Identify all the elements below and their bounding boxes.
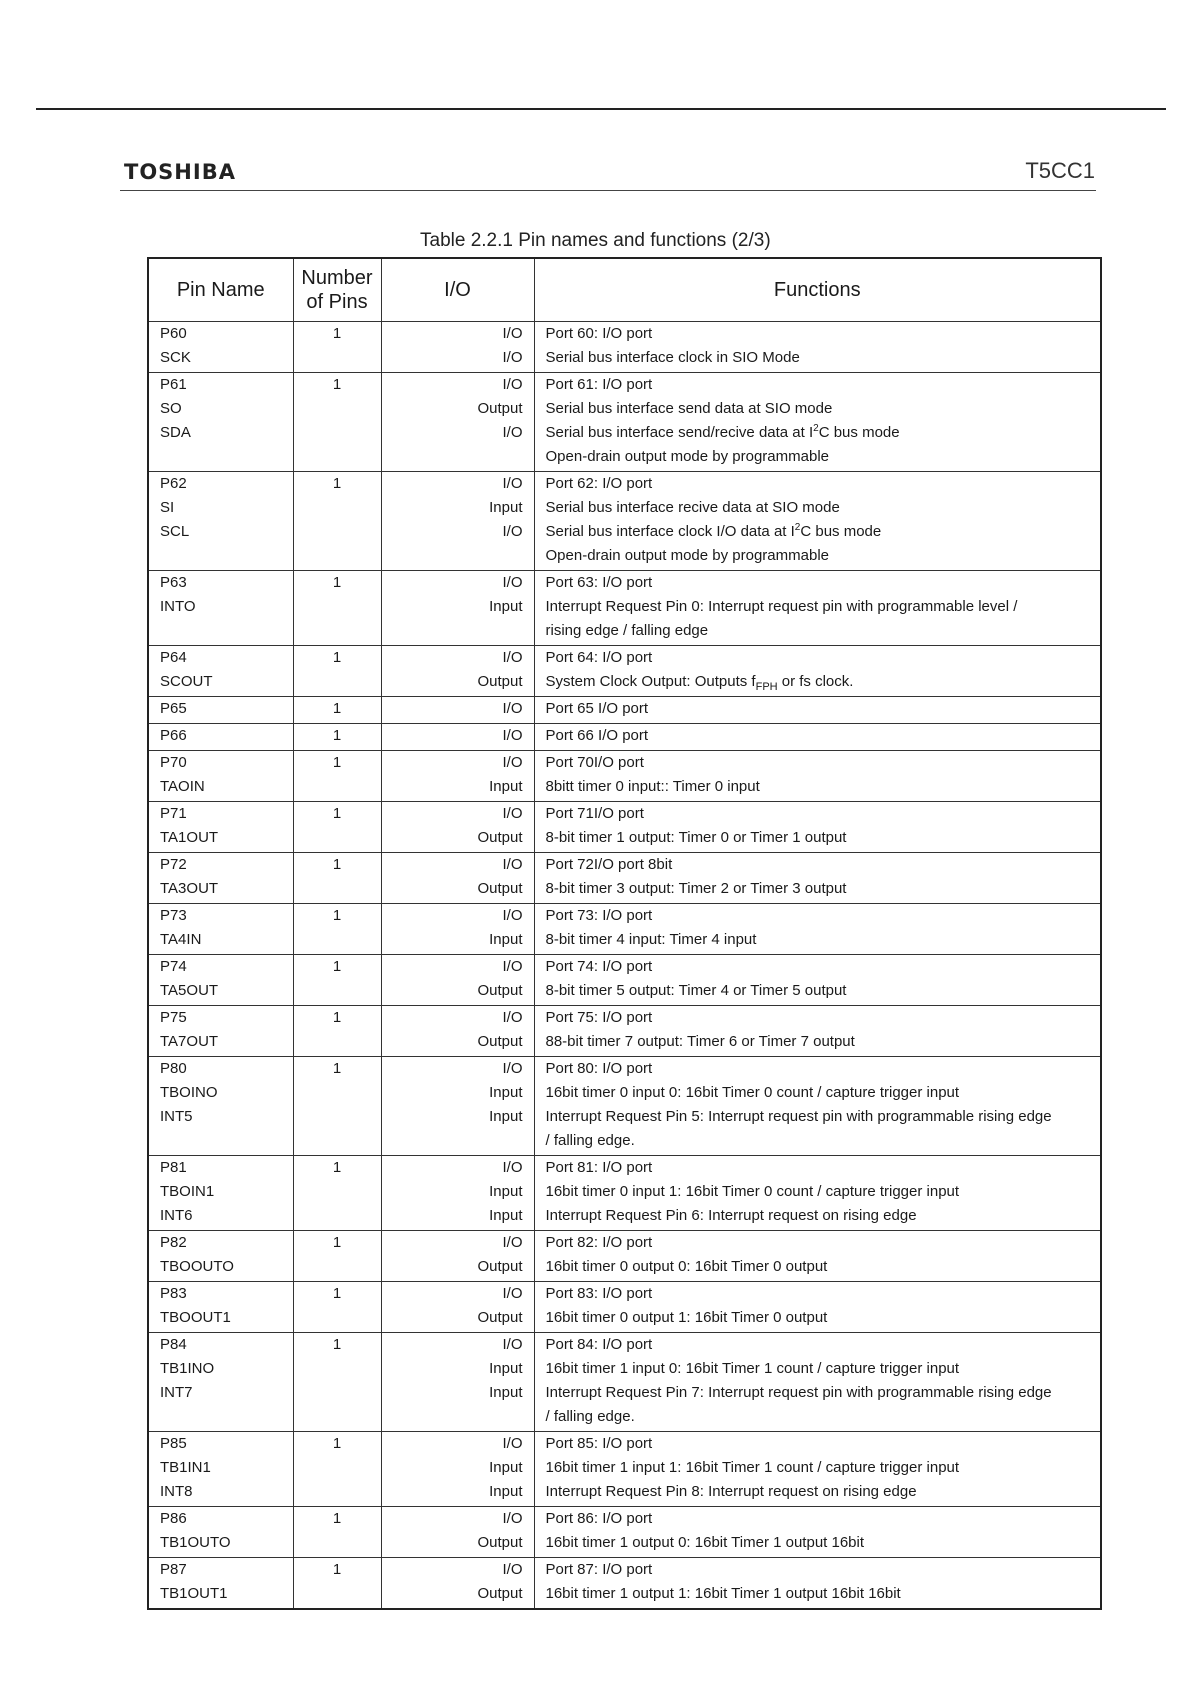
pin-name: P72 (160, 856, 187, 873)
function-text: Port 84: I/O port (545, 1336, 653, 1353)
pin-count-cell (293, 1156, 381, 1231)
io-direction: Input (489, 931, 523, 948)
io-cell (381, 646, 534, 697)
table-header-row (148, 258, 1101, 322)
function-text: Port 70I/O port (545, 754, 644, 771)
function-text: 16bit timer 0 input 0: 16bit Timer 0 count / capture trigger input (545, 1084, 960, 1101)
pin-name: P62 (160, 475, 187, 492)
table-row (148, 1156, 1101, 1231)
pin-count: 1 (332, 1435, 342, 1452)
pin-name-cell (148, 904, 293, 955)
function-text: 8-bit timer 5 output: Timer 4 or Timer 5 output (545, 982, 847, 999)
pin-name: SCL (160, 523, 190, 540)
pin-name: TB1INO (160, 1360, 215, 1377)
pin-name: INT7 (160, 1384, 193, 1401)
io-cell (381, 1231, 534, 1282)
io-direction: I/O (502, 1285, 523, 1302)
pin-count-cell (293, 1333, 381, 1432)
function-cell (534, 904, 1101, 955)
function-text: Port 64: I/O port (545, 649, 653, 666)
pin-name: INT5 (160, 1108, 193, 1125)
pin-count-cell (293, 571, 381, 646)
function-text: Interrupt Request Pin 6: Interrupt request on rising edge (545, 1207, 917, 1224)
pin-count: 1 (332, 856, 342, 873)
io-cell (381, 1006, 534, 1057)
io-cell (381, 472, 534, 571)
pin-count: 1 (332, 700, 342, 717)
top-rule (36, 108, 1166, 110)
function-cell (534, 571, 1101, 646)
pin-count-cell (293, 751, 381, 802)
pin-name: P70 (160, 754, 187, 771)
io-cell (381, 955, 534, 1006)
pin-name-cell (148, 571, 293, 646)
io-direction: Input (489, 1459, 523, 1476)
function-text: 8-bit timer 1 output: Timer 0 or Timer 1 output (545, 829, 847, 846)
pin-name: SI (160, 499, 175, 516)
pin-count-cell (293, 1231, 381, 1282)
column-header-number-of-pins: Number of Pins (293, 258, 381, 322)
io-direction: Input (489, 1108, 523, 1125)
io-direction: I/O (502, 907, 523, 924)
pin-name-cell (148, 322, 293, 373)
pin-name: TBOOUTO (160, 1258, 234, 1275)
pin-name-cell (148, 646, 293, 697)
io-direction: Output (477, 1585, 523, 1602)
function-text: 88-bit timer 7 output: Timer 6 or Timer 7 output (545, 1033, 855, 1050)
table-row (148, 1006, 1101, 1057)
pin-count: 1 (332, 1336, 342, 1353)
pin-name: P87 (160, 1561, 187, 1578)
pin-name: P84 (160, 1336, 187, 1353)
pin-count: 1 (332, 958, 342, 975)
pin-name: TA7OUT (160, 1033, 219, 1050)
function-cell (534, 1333, 1101, 1432)
function-cell (534, 646, 1101, 697)
function-text: Port 82: I/O port (545, 1234, 653, 1251)
function-text: Port 87: I/O port (545, 1561, 653, 1578)
pin-name: P66 (160, 727, 187, 744)
table-row (148, 751, 1101, 802)
io-direction: Input (489, 598, 523, 615)
pin-count: 1 (332, 574, 342, 591)
pin-count-cell (293, 904, 381, 955)
io-cell (381, 724, 534, 751)
io-cell (381, 1333, 534, 1432)
column-header-pin-name: Pin Name (148, 258, 293, 322)
io-cell (381, 853, 534, 904)
pin-count: 1 (332, 1285, 342, 1302)
pin-name-cell (148, 955, 293, 1006)
pin-name: P86 (160, 1510, 187, 1527)
pin-count: 1 (332, 907, 342, 924)
pin-table-body (148, 322, 1101, 1610)
io-direction: Input (489, 1207, 523, 1224)
io-direction: I/O (502, 1435, 523, 1452)
pin-name: P83 (160, 1285, 187, 1302)
pin-count-cell (293, 1057, 381, 1156)
pin-name-cell (148, 1156, 293, 1231)
pin-name-cell (148, 1057, 293, 1156)
pin-name: TBOOUT1 (160, 1309, 231, 1326)
pin-name-cell (148, 1006, 293, 1057)
io-direction: I/O (502, 1561, 523, 1578)
pin-count: 1 (332, 1009, 342, 1026)
pin-count-cell (293, 1507, 381, 1558)
table-row (148, 802, 1101, 853)
io-cell (381, 751, 534, 802)
function-text: / falling edge. (545, 1408, 635, 1425)
function-cell (534, 1231, 1101, 1282)
table-row (148, 853, 1101, 904)
io-cell (381, 802, 534, 853)
function-text: 8bitt timer 0 input:: Timer 0 input (545, 778, 760, 795)
function-text: System Clock Output: Outputs $f_{FPH}$ or fs clock. (545, 673, 854, 693)
io-direction: Input (489, 1384, 523, 1401)
column-header-io: I/O (381, 258, 534, 322)
table-row (148, 1057, 1101, 1156)
pin-name: TA1OUT (160, 829, 219, 846)
table-row (148, 1231, 1101, 1282)
function-text: 16bit timer 1 output 1: 16bit Timer 1 output 16bit 16bit (545, 1585, 901, 1602)
function-text: Open-drain output mode by programmable (545, 547, 829, 564)
table-row (148, 1507, 1101, 1558)
function-text: Interrupt Request Pin 0: Interrupt request pin with programmable level / (545, 598, 1018, 615)
pin-name-cell (148, 697, 293, 724)
pin-name-cell (148, 472, 293, 571)
pin-count-cell (293, 646, 381, 697)
pin-name: P81 (160, 1159, 187, 1176)
table-row (148, 697, 1101, 724)
function-text: Port 71I/O port (545, 805, 644, 822)
io-cell (381, 1558, 534, 1610)
io-direction: Input (489, 778, 523, 795)
pin-name: TAOIN (160, 778, 205, 795)
function-text: Interrupt Request Pin 8: Interrupt request on rising edge (545, 1483, 917, 1500)
pin-count: 1 (332, 475, 342, 492)
function-text: Interrupt Request Pin 7: Interrupt request pin with programmable rising edge (545, 1384, 1052, 1401)
io-direction: Input (489, 1360, 523, 1377)
io-cell (381, 697, 534, 724)
function-text: Port 81: I/O port (545, 1159, 653, 1176)
function-text: Serial bus interface clock I/O data at $I^2C$ bus mode (545, 522, 882, 540)
function-cell (534, 853, 1101, 904)
function-text: Port 86: I/O port (545, 1510, 653, 1527)
function-text: Serial bus interface send data at SIO mode (545, 400, 833, 417)
io-direction: Output (477, 1258, 523, 1275)
function-text: Port 73: I/O port (545, 907, 653, 924)
pin-name: P65 (160, 700, 187, 717)
io-cell (381, 1282, 534, 1333)
pin-name: SDA (160, 424, 191, 441)
io-cell (381, 571, 534, 646)
io-direction: I/O (502, 376, 523, 393)
function-cell (534, 1432, 1101, 1507)
io-direction: Input (489, 1483, 523, 1500)
io-direction: I/O (502, 349, 523, 366)
function-cell (534, 1006, 1101, 1057)
function-text: Port 80: I/O port (545, 1060, 653, 1077)
function-text: Port 85: I/O port (545, 1435, 653, 1452)
function-cell (534, 1558, 1101, 1610)
pin-name-cell (148, 1432, 293, 1507)
function-text: Serial bus interface send/recive data at $I^2C$ bus mode (545, 423, 900, 441)
io-direction: I/O (502, 649, 523, 666)
pin-name-cell (148, 853, 293, 904)
pin-name: TB1OUT1 (160, 1585, 228, 1602)
pin-count-cell (293, 1558, 381, 1610)
pin-count-cell (293, 955, 381, 1006)
brand-logo: TOSHIBA (124, 160, 236, 184)
pin-name: INT6 (160, 1207, 193, 1224)
pin-count-cell (293, 697, 381, 724)
pin-name: P75 (160, 1009, 187, 1026)
io-direction: Output (477, 829, 523, 846)
function-text: 16bit timer 1 input 1: 16bit Timer 1 count / capture trigger input (545, 1459, 960, 1476)
pin-name: TB1OUTO (160, 1534, 231, 1551)
table-row (148, 724, 1101, 751)
table-row (148, 472, 1101, 571)
pin-name: P82 (160, 1234, 187, 1251)
pin-name-cell (148, 724, 293, 751)
io-direction: I/O (502, 1159, 523, 1176)
io-cell (381, 1507, 534, 1558)
function-text: 8-bit timer 4 input: Timer 4 input (545, 931, 757, 948)
io-direction: Output (477, 673, 523, 690)
function-cell (534, 1156, 1101, 1231)
function-cell (534, 1057, 1101, 1156)
io-cell (381, 1057, 534, 1156)
table-row (148, 1558, 1101, 1610)
function-text: Port 60: I/O port (545, 325, 653, 342)
function-text: Open-drain output mode by programmable (545, 448, 829, 465)
function-text: Interrupt Request Pin 5: Interrupt request pin with programmable rising edge (545, 1108, 1052, 1125)
io-direction: I/O (502, 1510, 523, 1527)
io-direction: Output (477, 1534, 523, 1551)
function-text: Port 83: I/O port (545, 1285, 653, 1302)
pin-name-cell (148, 1282, 293, 1333)
pin-name: P80 (160, 1060, 187, 1077)
pin-count: 1 (332, 649, 342, 666)
io-direction: I/O (502, 727, 523, 744)
function-text: Port 74: I/O port (545, 958, 653, 975)
pin-name: TBOIN1 (160, 1183, 215, 1200)
pin-name: P73 (160, 907, 187, 924)
function-text: 16bit timer 0 output 1: 16bit Timer 0 output (545, 1309, 828, 1326)
pin-count: 1 (332, 325, 342, 342)
function-cell (534, 1282, 1101, 1333)
pin-count-cell (293, 853, 381, 904)
pin-name-cell (148, 1558, 293, 1610)
io-direction: I/O (502, 523, 523, 540)
pin-count-cell (293, 1282, 381, 1333)
pin-name: SCK (160, 349, 191, 366)
function-text: 16bit timer 0 output 0: 16bit Timer 0 output (545, 1258, 828, 1275)
table-row (148, 373, 1101, 472)
pin-name: INTO (160, 598, 196, 615)
table-row (148, 955, 1101, 1006)
io-direction: Output (477, 1033, 523, 1050)
function-cell (534, 751, 1101, 802)
io-direction: Output (477, 400, 523, 417)
function-text: 16bit timer 1 input 0: 16bit Timer 1 count / capture trigger input (545, 1360, 960, 1377)
io-direction: I/O (502, 1234, 523, 1251)
pin-table (147, 257, 1102, 1610)
io-direction: Output (477, 982, 523, 999)
pin-count: 1 (332, 1060, 342, 1077)
pin-name: TB1IN1 (160, 1459, 211, 1476)
io-cell (381, 1156, 534, 1231)
pin-count-cell (293, 724, 381, 751)
pin-name: SCOUT (160, 673, 213, 690)
pin-count-cell (293, 322, 381, 373)
pin-name-cell (148, 1507, 293, 1558)
pin-count-cell (293, 373, 381, 472)
table-row (148, 1282, 1101, 1333)
pin-count: 1 (332, 754, 342, 771)
io-direction: Input (489, 499, 523, 516)
pin-name: SO (160, 400, 182, 417)
table-row (148, 646, 1101, 697)
pin-count: 1 (332, 1561, 342, 1578)
function-text: 8-bit timer 3 output: Timer 2 or Timer 3 output (545, 880, 847, 897)
pin-count-cell (293, 1006, 381, 1057)
io-direction: I/O (502, 325, 523, 342)
table-row (148, 571, 1101, 646)
table-row (148, 322, 1101, 373)
pin-name: P64 (160, 649, 187, 666)
table-row (148, 904, 1101, 955)
io-direction: I/O (502, 700, 523, 717)
function-cell (534, 1507, 1101, 1558)
pin-count: 1 (332, 376, 342, 393)
function-text: Port 66 I/O port (545, 727, 649, 744)
pin-count: 1 (332, 727, 342, 744)
function-text: Serial bus interface recive data at SIO mode (545, 499, 840, 516)
pin-name: P74 (160, 958, 187, 975)
pin-name: P63 (160, 574, 187, 591)
function-cell (534, 322, 1101, 373)
io-direction: I/O (502, 424, 523, 441)
io-direction: Output (477, 1309, 523, 1326)
pin-name-cell (148, 1231, 293, 1282)
function-cell (534, 472, 1101, 571)
io-direction: I/O (502, 574, 523, 591)
io-cell (381, 1432, 534, 1507)
function-text: Port 72I/O port 8bit (545, 856, 673, 873)
pin-count: 1 (332, 1510, 342, 1527)
io-cell (381, 373, 534, 472)
pin-name: INT8 (160, 1483, 193, 1500)
function-text: Port 62: I/O port (545, 475, 653, 492)
pin-count: 1 (332, 1159, 342, 1176)
header-rule (120, 190, 1096, 191)
io-cell (381, 904, 534, 955)
function-text: 16bit timer 0 input 1: 16bit Timer 0 count / capture trigger input (545, 1183, 960, 1200)
function-cell (534, 373, 1101, 472)
table-row (148, 1432, 1101, 1507)
pin-count-cell (293, 802, 381, 853)
io-cell (381, 322, 534, 373)
pin-name: TA5OUT (160, 982, 219, 999)
function-text: 16bit timer 1 output 0: 16bit Timer 1 output 16bit (545, 1534, 865, 1551)
pin-name-cell (148, 802, 293, 853)
io-direction: Input (489, 1084, 523, 1101)
pin-name-cell (148, 751, 293, 802)
pin-count-cell (293, 1432, 381, 1507)
pin-name: P85 (160, 1435, 187, 1452)
pin-name-cell (148, 1333, 293, 1432)
function-text: Serial bus interface clock in SIO Mode (545, 349, 800, 366)
io-direction: Output (477, 880, 523, 897)
function-cell (534, 802, 1101, 853)
pin-name-cell (148, 373, 293, 472)
pin-name: TA3OUT (160, 880, 219, 897)
pin-name: P71 (160, 805, 187, 822)
io-direction: I/O (502, 475, 523, 492)
document-id: T5CC1 (1025, 158, 1095, 183)
function-text: Port 61: I/O port (545, 376, 653, 393)
io-direction: I/O (502, 856, 523, 873)
function-text: Port 75: I/O port (545, 1009, 653, 1026)
table-row (148, 1333, 1101, 1432)
function-text: Port 65 I/O port (545, 700, 649, 717)
column-header-functions: Functions (534, 258, 1101, 322)
io-direction: I/O (502, 805, 523, 822)
pin-count-cell (293, 472, 381, 571)
function-text: Port 63: I/O port (545, 574, 653, 591)
io-direction: I/O (502, 1009, 523, 1026)
io-direction: I/O (502, 754, 523, 771)
pin-name: TA4IN (160, 931, 202, 948)
pin-count: 1 (332, 1234, 342, 1251)
pin-count: 1 (332, 805, 342, 822)
function-cell (534, 955, 1101, 1006)
table-caption: Table 2.2.1 Pin names and functions (2/3) (420, 230, 771, 251)
io-direction: I/O (502, 958, 523, 975)
io-direction: I/O (502, 1336, 523, 1353)
pin-name: P61 (160, 376, 187, 393)
pin-name: TBOINO (160, 1084, 218, 1101)
function-cell (534, 697, 1101, 724)
pin-name: P60 (160, 325, 187, 342)
function-text: rising edge / falling edge (545, 622, 709, 639)
io-direction: I/O (502, 1060, 523, 1077)
function-text: / falling edge. (545, 1132, 635, 1149)
function-cell (534, 724, 1101, 751)
io-direction: Input (489, 1183, 523, 1200)
